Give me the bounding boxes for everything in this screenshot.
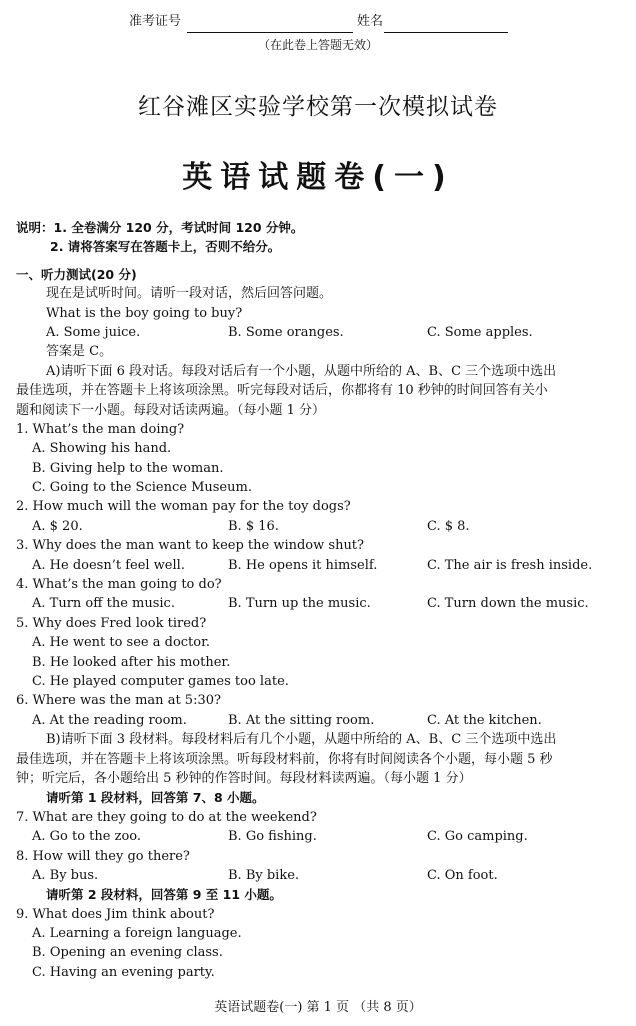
option: A. Some juice. <box>46 324 141 340</box>
option: B. He opens it himself. <box>228 557 378 573</box>
question-2: 2. How much will the woman pay for the toy dogs? <box>16 499 351 515</box>
instruction-line-1 <box>16 218 622 237</box>
sample-intro: 现在是试听时间。请听一段对话，然后回答问题。 <box>46 286 333 302</box>
question-9: 9. What does Jim think about? <box>16 906 215 922</box>
part-b-intro-1: B)请听下面 3 段材料。每段材料后有几个小题，从题中所给的 A、B、C 三个选项中选出 <box>46 732 557 748</box>
option: A. $ 20. <box>32 518 83 534</box>
question-7-options <box>16 827 622 846</box>
option: B. Giving help to the woman. <box>32 460 224 476</box>
name-label: 姓名 <box>357 14 384 29</box>
instruction-line-2: 2. 请将答案写在答题卡上，否则不给分。 <box>50 239 281 255</box>
question-8: 8. How will they go there? <box>16 848 190 864</box>
question-3-options <box>16 556 622 575</box>
school-title: 红谷滩区实验学校第一次模拟试卷 <box>138 94 498 120</box>
question-8-options <box>16 866 622 885</box>
header-note: （在此卷上答题无效） <box>257 38 378 52</box>
option: C. On foot. <box>427 867 498 883</box>
paper-title: 英语试题卷(一) <box>182 160 454 195</box>
option: C. Go camping. <box>427 829 528 845</box>
option: C. At the kitchen. <box>427 712 542 728</box>
material-1-heading: 请听第 1 段材料，回答第 7、8 小题。 <box>46 790 265 806</box>
question-5: 5. Why does Fred look tired? <box>16 615 207 631</box>
option: B. Go fishing. <box>228 829 317 845</box>
option: A. Learning a foreign language. <box>32 926 242 942</box>
part-b-intro-3: 钟；听完后，各小题给出 5 秒钟的作答时间。每段材料读两遍。（每小题 1 分） <box>16 770 472 786</box>
name-blank <box>384 32 508 33</box>
part-b-intro-2: 最佳选项，并在答题卡上将该项涂黑。听每段材料前，你将有时间阅读各个小题，每小题 5 秒 <box>16 751 553 767</box>
question-7: 7. What are they going to do at the weekend? <box>16 809 317 825</box>
exam-id-blank <box>187 32 353 33</box>
option: A. Turn off the music. <box>32 596 175 612</box>
option: A. He went to see a doctor. <box>32 635 211 651</box>
option: B. At the sitting room. <box>228 712 375 728</box>
option: B. Opening an evening class. <box>32 945 223 961</box>
section-title: 一、听力测试(20 分) <box>16 266 137 282</box>
part-a-intro-2: 最佳选项，并在答题卡上将该项涂黑。听完每段对话后，你都将有 10 秒钟的时间回答有关小 <box>16 383 548 399</box>
option: B. $ 16. <box>228 518 279 534</box>
sample-question: What is the boy going to buy? <box>46 305 243 321</box>
option: B. Turn up the music. <box>228 596 371 612</box>
option: C. Going to the Science Museum. <box>32 480 252 496</box>
page-footer: 英语试题卷(一) 第 1 页 （共 8 页） <box>214 1000 422 1015</box>
option: A. Showing his hand. <box>32 441 172 457</box>
question-4-options <box>16 594 622 613</box>
part-a-intro-3: 题和阅读下一小题。每段对话读两遍。（每小题 1 分） <box>16 402 326 418</box>
option: A. Go to the zoo. <box>32 829 142 845</box>
option: C. The air is fresh inside. <box>427 557 593 573</box>
option: B. Some oranges. <box>228 324 344 340</box>
option: C. Turn down the music. <box>427 596 589 612</box>
option: C. He played computer games too late. <box>32 673 289 689</box>
option: A. At the reading room. <box>32 712 187 728</box>
question-6: 6. Where was the man at 5:30? <box>16 693 221 709</box>
question-6-options <box>16 711 622 730</box>
question-2-options <box>16 517 622 536</box>
option: C. Some apples. <box>427 324 533 340</box>
part-a-intro-1: A)请听下面 6 段对话。每段对话后有一个小题，从题中所给的 A、B、C 三个选项中选出 <box>46 363 557 379</box>
exam-id-label: 准考证号 <box>129 14 182 29</box>
option: B. By bike. <box>228 867 300 883</box>
option: C. Having an evening party. <box>32 964 215 980</box>
exam-body <box>16 218 622 982</box>
option: C. $ 8. <box>427 518 470 534</box>
instruction-text-1: 1. 全卷满分 120 分，考试时间 120 分钟。 <box>53 220 304 235</box>
question-4: 4. What’s the man going to do? <box>16 577 222 593</box>
instruction-lead: 说明： <box>16 220 54 235</box>
material-2-heading: 请听第 2 段材料，回答第 9 至 11 小题。 <box>46 887 282 903</box>
sample-answer: 答案是 C。 <box>46 344 113 360</box>
question-1: 1. What’s the man doing? <box>16 421 185 437</box>
option: B. He looked after his mother. <box>32 654 231 670</box>
sample-options <box>16 323 622 342</box>
question-3: 3. Why does the man want to keep the window shut? <box>16 538 365 554</box>
option: A. By bus. <box>32 867 99 883</box>
option: A. He doesn’t feel well. <box>32 557 185 573</box>
